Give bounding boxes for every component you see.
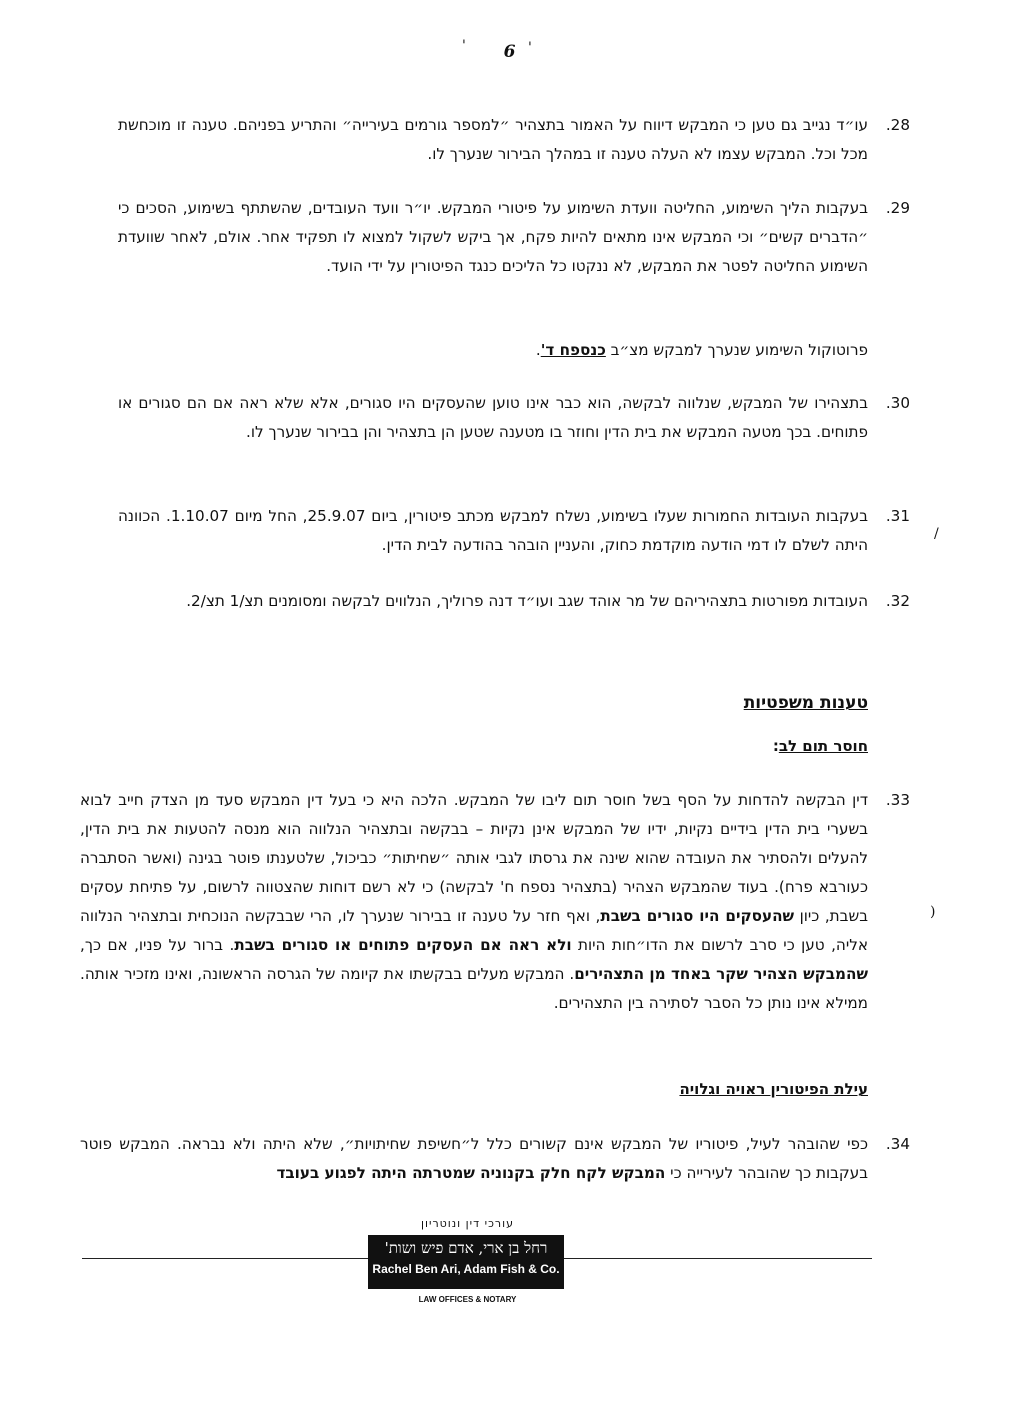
paragraph-29: [118, 194, 910, 310]
scan-mark: ': [528, 40, 532, 56]
scan-mark: /: [934, 526, 939, 542]
annex-reference: פרוטוקול השימוע שנערך למבקש מצ״ב כנספח ד'.: [535, 341, 868, 359]
page-number: 6: [503, 42, 516, 62]
paragraph-number: .28: [885, 116, 910, 134]
paragraph-28: [118, 111, 910, 169]
paragraph-text: דין הבקשה להדחות על הסף בשל חוסר תום ליבו של המבקש. הלכה היא כי בעל דין המבקש סעד מן הצדק חייב לבוא בשערי בית הדין בידיים נקיות, ידיו של המבקש אינן נקיות – בבקשה ובתצהיר הנלווה הוא מנסה להטעות את בית הדין, להעלים ולהסתיר את העובדה שהוא שינה את גרסתו לגבי אותה ״שחיתות״ כביכול, שלטענתו פוטר בגינה (ואשר הסתברה כעורבא פרח). בעוד שהמבקש הצהיר (בתצהיר נספח ח' לבקשה) כי לא רשם דוחות שהצטווה לרשום, על פתיחת עסקים בשבת, כיון שהעסקים היו סגורים בשבת, ואף חזר על טענה זו בבירור שנערך לו, הרי שבבקשה הנוכחית ובתצהיר הנלווה אליה, טען כי סרב לרשום את הדו״חות היות ולא ראה אם העסקים פתוחים או סגורים בשבת. ברור על פניו, אם כך, שהמבקש הצהיר שקר באחד מן התצהירים. המבקש מעלים בבקשתו את קיומה של הגרסה הראשונה, ואינו מזכיר אותה. ממילא אינו נותן כל הסבר לסתירה בין התצהירים.: [80, 791, 869, 1012]
subheading-bad-faith: חוסר תום לב:: [772, 737, 868, 755]
paragraph-text: העובדות מפורטות בתצהיריהם של מר אוהד שגב ועו״ד דנה פרוליך, הנלווים לבקשה ומסומנים תצ/1 תצ/2.: [186, 592, 868, 610]
paragraph-number: .33: [885, 791, 910, 809]
paragraph-33: [80, 786, 910, 1066]
scan-mark: ': [462, 38, 466, 54]
paragraph-34: [80, 1130, 910, 1188]
annex-link: כנספח ד': [540, 341, 606, 359]
subheading-dismissal: עילת הפיטורין ראויה וגלויה: [679, 1080, 868, 1098]
paragraph-text: בעקבות העובדות החמורות שעלו בשימוע, נשלח למבקש מכתב פיטורין, ביום 25.9.07, החל מיום 1.10.07. הכוונה היתה לשלם לו דמי הודעה מוקדמת כחוק, והעניין הובהר בהודעה לבית הדין.: [118, 507, 868, 554]
paragraph-text: עו״ד נגייב גם טען כי המבקש דיווח על האמור בתצהיר ״למספר גורמים בעירייה״ והתריע בפניהם. טענה זו מוכחשת מכל וכל. המבקש עצמו לא העלה טענה זו במהלך הבירור שנערך לו.: [118, 116, 868, 163]
paragraph-text: כפי שהובהר לעיל, פיטוריו של המבקש אינם קשורים כלל ל״חשיפת שחיתויות״, שלא היתה ולא נבראה. המבקש פוטר בעקבות כך שהובהר לעירייה כי המבקש לקח חלק בקנוניה שמטרתה היתה לפגוע בעובד: [80, 1135, 868, 1182]
paragraph-text: בתצהירו של המבקש, שנלווה לבקשה, הוא כבר אינו טוען שהעסקים היו סגורים, אלא שלא ראה אם הם סגורים או פתוחים. בכך מטעה המבקש את בית הדין וחוזר בו מטענה שטען הן בתצהיר והן בבירור שנערך לו.: [118, 394, 868, 441]
paragraph-32: [118, 587, 910, 645]
stamp-english-name: Rachel Ben Ari, Adam Fish & Co.: [372, 1262, 560, 1276]
paragraph-text: בעקבות הליך השימוע, החליטה וועדת השימוע על פיטורי המבקש. יו״ר וועד העובדים, שהשתתף בשימוע, הסכים כי ״הדברים קשים״ וכי המבקש אינו מתאים להיות פקח, אך ביקש לשקול למצוא לו תפקיד אחר. אולם, לאחר שוועדת השימוע החליטה לפטר את המבקש, לא ננקטו כל הליכים כנגד הפיטורין על ידי הועד.: [118, 199, 868, 275]
stamp-subtitle: LAW OFFICES & NOTARY: [418, 1295, 517, 1304]
section-heading: טענות משפטיות: [743, 693, 868, 713]
law-firm-stamp: [368, 1235, 564, 1289]
paragraph-31: [118, 502, 910, 560]
paragraph-number: .30: [885, 394, 910, 412]
paragraph-number: .29: [885, 199, 910, 217]
scan-mark: ): [930, 904, 936, 920]
paragraph-30: [118, 389, 910, 476]
stamp-hebrew-name: רחל בן ארי, אדם פיש ושות': [384, 1239, 548, 1257]
paragraph-number: .32: [885, 592, 910, 610]
paragraph-number: .34: [885, 1135, 910, 1153]
stamp-caption: עורכי דין ונוטריון: [420, 1217, 515, 1230]
paragraph-number: .31: [885, 507, 910, 525]
